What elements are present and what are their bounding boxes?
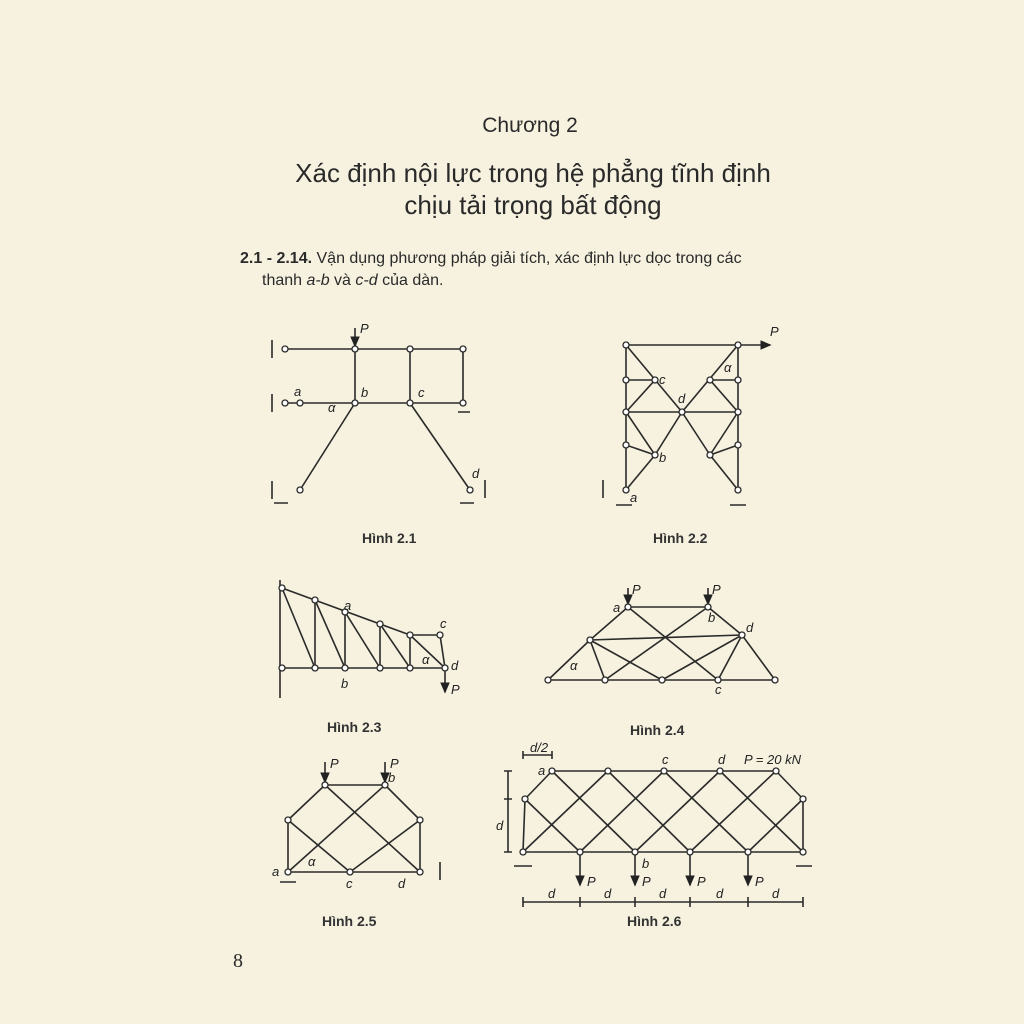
label-d: d (472, 466, 480, 481)
label-alpha: α (422, 652, 430, 667)
member-cd: c-d (355, 272, 378, 289)
member-ab: a-b (306, 272, 330, 289)
label-d: d (451, 658, 459, 673)
label-b: b (708, 610, 716, 625)
label-a: a (344, 598, 352, 613)
page-number: 8 (233, 950, 243, 972)
label-c: c (662, 752, 669, 767)
problem-text: của dàn. (377, 272, 444, 289)
chapter-title-line2: chịu tải trọng bất động (404, 190, 662, 220)
figure-2-6 (496, 740, 812, 907)
label-alpha: α (570, 658, 578, 673)
label-alpha: α (328, 400, 336, 415)
figure-caption: Hình 2.2 (653, 530, 708, 546)
label-P: P (770, 324, 779, 339)
chapter-heading: Chương 2 (482, 114, 578, 137)
label-P: P (712, 582, 721, 597)
label-a: a (613, 600, 621, 615)
figure-2-3 (279, 580, 460, 698)
figure-2-5 (272, 756, 440, 891)
figure-2-4 (545, 582, 778, 697)
figure-caption: Hình 2.4 (630, 722, 685, 738)
figure-caption: Hình 2.3 (327, 719, 382, 735)
label-b: b (361, 385, 369, 400)
figure-caption: Hình 2.1 (362, 530, 417, 546)
label-b: b (388, 770, 396, 785)
dimension-d: d (548, 886, 556, 901)
label-P: P (390, 756, 399, 771)
chapter-title-line1: Xác định nội lực trong hệ phẳng tĩnh định (295, 158, 771, 188)
label-a: a (538, 763, 546, 778)
figure-2-2 (603, 324, 779, 505)
label-alpha: α (308, 854, 316, 869)
label-P: P (587, 874, 596, 889)
figure-caption: Hình 2.5 (322, 913, 377, 929)
label-d: d (398, 876, 406, 891)
label-b: b (659, 450, 667, 465)
problem-text: và (329, 272, 356, 289)
label-P: P (360, 321, 369, 336)
dimension-d: d (659, 886, 667, 901)
label-P: P (451, 682, 460, 697)
label-c: c (659, 372, 666, 387)
label-b: b (341, 676, 349, 691)
label-b: b (642, 856, 650, 871)
label-a: a (630, 490, 638, 505)
dimension-d: d (496, 818, 504, 833)
label-c: c (440, 616, 447, 631)
dimension-d: d (772, 886, 780, 901)
problem-text: Vận dụng phương pháp giải tích, xác định lực dọc trong các (312, 250, 742, 267)
dimension-d: d (604, 886, 612, 901)
label-load: P = 20 kN (744, 752, 801, 767)
label-P: P (697, 874, 706, 889)
problem-number: 2.1 - 2.14. (240, 250, 313, 267)
label-d: d (718, 752, 726, 767)
dimension-d: d (716, 886, 724, 901)
label-c: c (715, 682, 722, 697)
label-alpha: α (724, 360, 732, 375)
label-a: a (272, 864, 280, 879)
label-d: d (746, 620, 754, 635)
figure-caption: Hình 2.6 (627, 913, 682, 929)
label-d: d (678, 391, 686, 406)
figure-2-1 (272, 321, 485, 503)
label-a: a (294, 384, 302, 399)
label-c: c (346, 876, 353, 891)
label-P: P (632, 582, 641, 597)
problem-text: thanh (262, 272, 307, 289)
label-P: P (755, 874, 764, 889)
label-c: c (418, 385, 425, 400)
label-P: P (642, 874, 651, 889)
label-half-d: d/2 (530, 740, 549, 755)
label-P: P (330, 756, 339, 771)
